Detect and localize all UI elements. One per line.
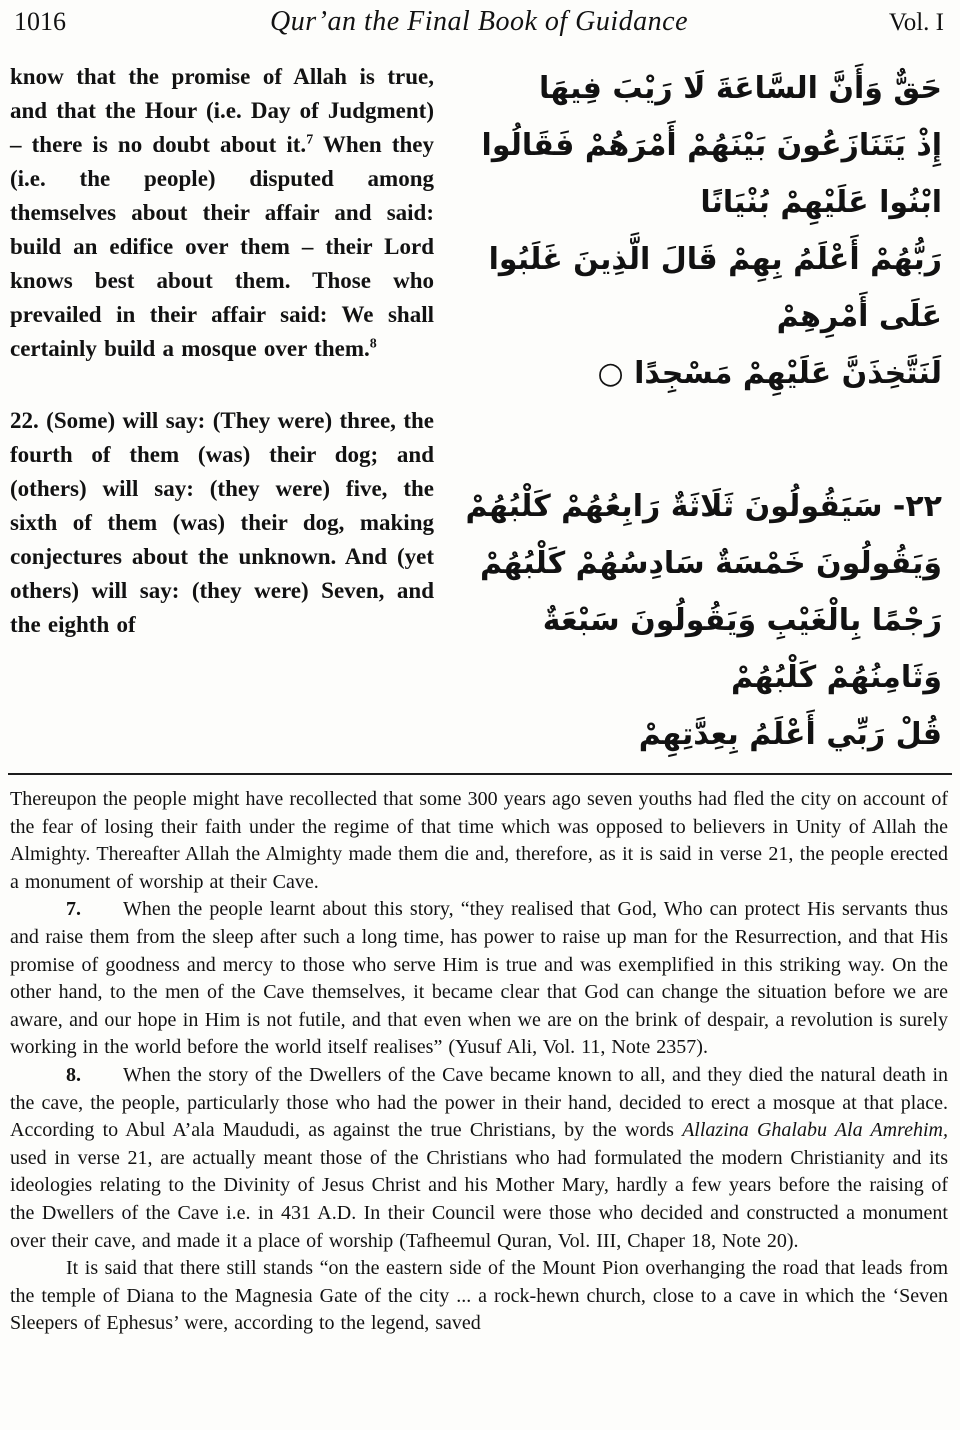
volume-label: Vol. I	[888, 9, 944, 36]
footnote-8-text-seg1: When the story of the Dwellers of the Cave became known to all, and they died the natural death in the cave, the people, particularly those who had the power in their hand, decided to erect a mosque at that place. According to Abul A’ala Maududi, as against the true Christians, by the words	[10, 1063, 948, 1142]
arabic-line: رَبُّهُمْ أَعْلَمُ بِهِمْ قَالَ الَّذِينَ غَلَبُوا	[488, 242, 942, 277]
footnote-8-number: 8.	[66, 1063, 81, 1086]
arabic-line: رَجْمًا بِالْغَيْبِ وَيَقُولُونَ سَبْعَةٌ	[542, 603, 942, 638]
footnote-marker-8: 8	[369, 336, 377, 352]
page-number: 1016	[14, 7, 66, 36]
book-title: Qur’an the Final Book of Guidance	[269, 6, 688, 37]
arabic-line: ابْنُوا عَلَيْهِمْ بُنْيَانًا	[700, 185, 942, 220]
footnote-7-text: When the people learnt about this story, “they realised that God, Who can protect His servants thus and raise them from the sleep after such a long time, has power to raise up man for the Resurrection, and that His promise of goodness and mercy to those who serve Him is true and was exemplified in this striking way. On the other hand, to the men of the Cave themselves, it became clear that God can change the situation before we are aware, and our hope in Him is not futile, and that even when we are on the brink of despair, a revolution is surely working in the world before the world itself realises” (Yusuf Ali, Vol. 11, Note 2357).	[10, 898, 948, 1059]
page-header	[0, 0, 960, 38]
translation-21-seg1: know that the promise of Allah is true, and that the Hour (i.e. Day of Judgment) – there is no doubt about it.	[10, 64, 434, 157]
arabic-line: حَقٌّ وَأَنَّ السَّاعَةَ لَا رَيْبَ فِيهَا	[538, 71, 942, 106]
arabic-line: وَيَقُولُونَ خَمْسَةٌ سَادِسُهُمْ كَلْبُهُمْ	[479, 546, 942, 581]
arabic-line: ٢٢- سَيَقُولُونَ ثَلَاثَةٌ رَابِعُهُمْ كَلْبُهُمْ	[465, 489, 942, 524]
arabic-line: وَثَامِنُهُمْ كَلْبُهُمْ	[730, 660, 942, 695]
footnote-8-italic-phrase: Allazina Ghalabu Ala Amrehim,	[682, 1119, 948, 1142]
footnote-8-text-seg2: used in verse 21, are actually meant those of the Christians who had formulated the modern Christianity and its ideologies relating to the Divinity of Jesus Christ and his Mother Mary, hardly a few years before the raising of the Dwellers of the Cave i.e. in 431 A.D. In their Council were those who decided and constructed a monument over their cave, and made it a place of worship (Tafheemul Quran, Vol. III, Chaper 18, Note 20).	[10, 1146, 948, 1252]
footnote-marker-7: 7	[306, 132, 314, 148]
main-content	[0, 38, 960, 763]
arabic-line: لَنَتَّخِذَنَّ عَلَيْهِمْ مَسْجِدًا ○	[597, 356, 942, 391]
translation-paragraph-22: 22. (Some) will say: (They were) three, the fourth of them (was) their dog; and (others) will say: (they were) five, the sixth of them (was) their dog, making conjectures about the unknown. And (yet others) will say: (they were) Seven, and the eighth of	[10, 408, 434, 637]
translation-column	[10, 60, 434, 763]
arabic-line: عَلَى أَمْرِهِمْ	[776, 299, 942, 334]
footnote-closing-paragraph: It is said that there still stands “on the eastern side of the Mount Pion overhanging the road that leads from the temple of Diana to the Magnesia Gate of the city ... a rock-hewn church, close to a cave in which the ‘Seven Sleepers of Ephesus’ were, according to the legend, saved	[10, 1257, 948, 1335]
arabic-verse-21-block	[462, 60, 942, 402]
translation-paragraph-21	[10, 60, 434, 366]
footnote-7	[10, 896, 948, 1062]
arabic-column	[462, 60, 948, 763]
footnote-8	[10, 1062, 948, 1255]
footnote-continuation: Thereupon the people might have recollected that some 300 years ago seven youths had fled the city on account of the fear of losing their faith under the regime of that time which was opposed to believers in Unity of Allah the Almighty. Thereafter Allah the Almighty made them die and, therefore, as it is said in verse 21, the people erected a monument of worship at their Cave.	[10, 788, 948, 893]
arabic-line: قُلْ رَبِّي أَعْلَمُ بِعِدَّتِهِمْ	[638, 717, 942, 752]
translation-21-seg2: When they (i.e. the people) disputed among themselves about their affair and said: build an edifice over them – their Lord knows best about them. Those who prevailed in their affair said: We shall certainly build a mosque over them.	[10, 132, 434, 361]
arabic-line: إِذْ يَتَنَازَعُونَ بَيْنَهُمْ أَمْرَهُمْ فَقَالُوا	[481, 128, 942, 163]
footnotes-section	[0, 775, 960, 1338]
footnote-7-number: 7.	[66, 898, 81, 921]
arabic-verse-22-block	[462, 478, 942, 763]
